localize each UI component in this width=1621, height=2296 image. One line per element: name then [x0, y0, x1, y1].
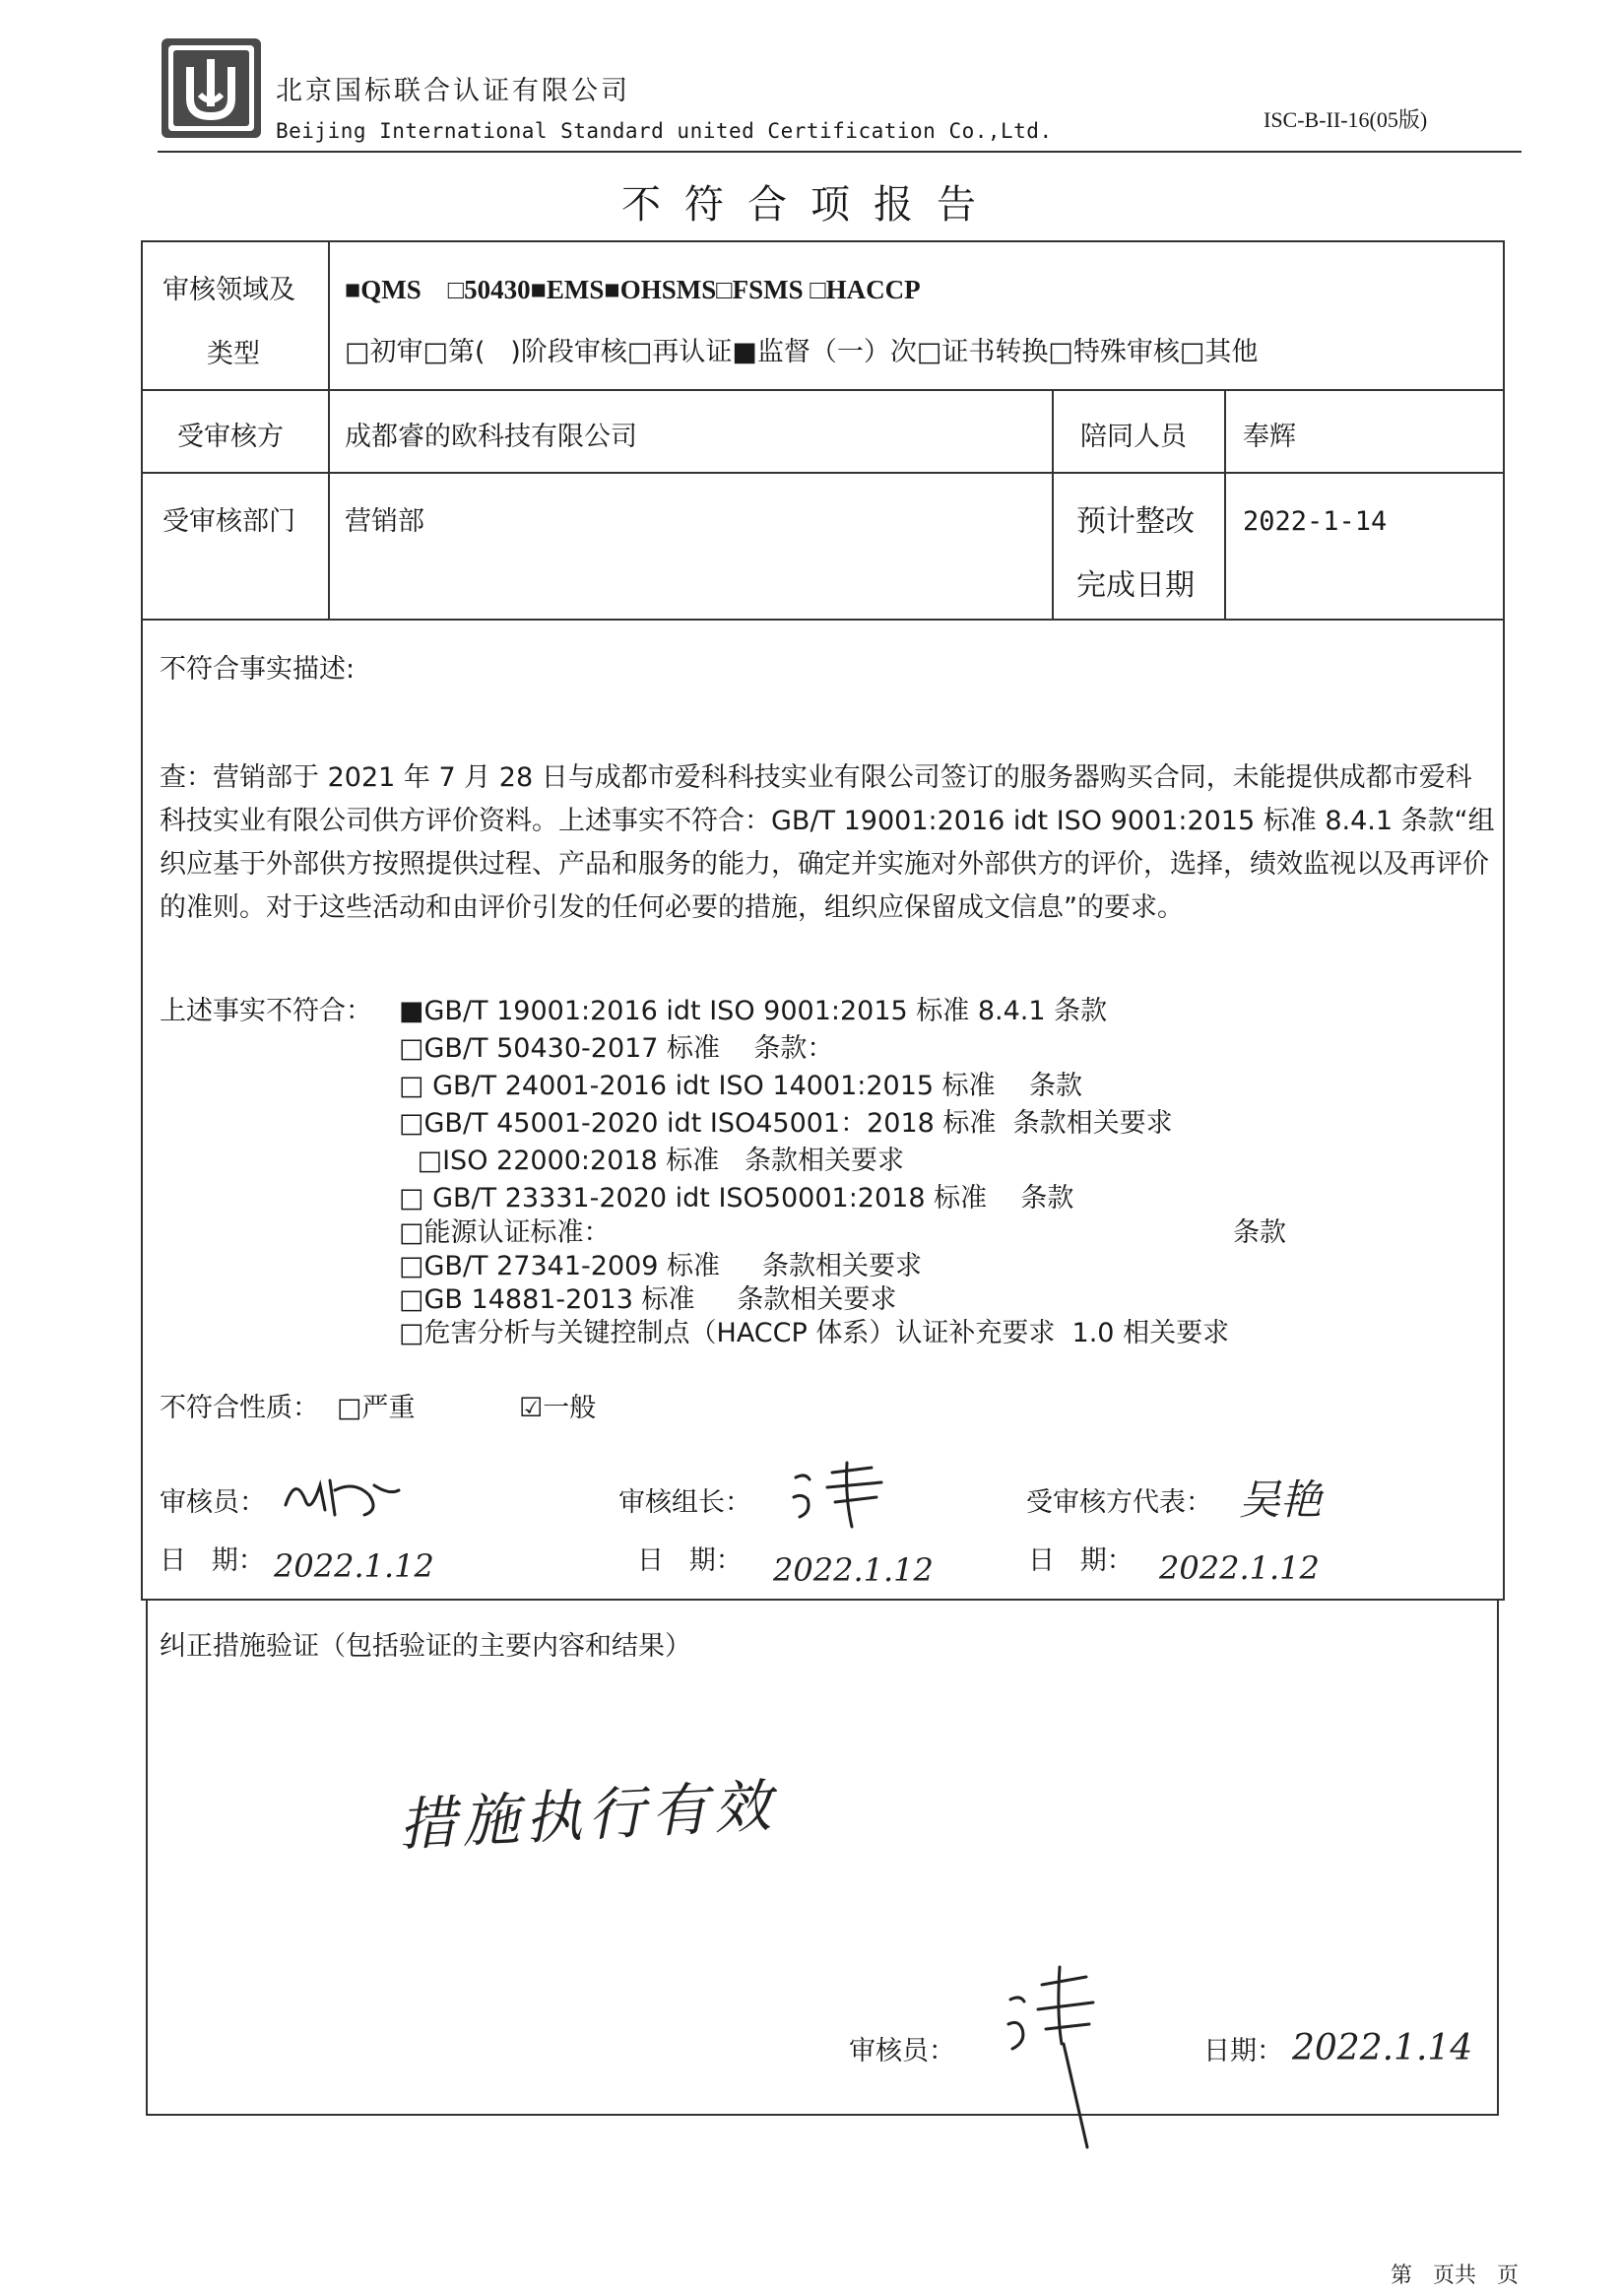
company-name-en: Beijing International Standard united Certification Co.,Ltd.	[276, 119, 1053, 143]
accompany-label: 陪同人员	[1080, 422, 1187, 452]
standards-label: 上述事实不符合：	[160, 996, 372, 1026]
due-date-label: 预计整改	[1076, 504, 1195, 539]
standard-item: □GB/T 45001-2020 idt ISO45001：2018 标准 条款相关要求	[399, 1108, 1173, 1139]
verification-date-label: 日期：	[1203, 2036, 1283, 2066]
rep-signature: 吴艳	[1239, 1476, 1323, 1524]
auditor-date: 2022.1.12	[274, 1547, 434, 1585]
standard-item: □危害分析与关键控制点（HACCP 体系）认证补充要求 1.0 相关要求	[399, 1318, 1230, 1348]
table-divider	[1224, 389, 1226, 621]
leader-date-label: 日 期：	[637, 1545, 743, 1576]
verification-date: 2022.1.14	[1292, 2028, 1473, 2068]
standard-item: □GB/T 50430-2017 标准 条款：	[399, 1033, 834, 1064]
verification-auditor-signature	[1003, 1955, 1111, 2166]
department-name: 营销部	[345, 506, 424, 537]
table-divider	[1052, 389, 1054, 621]
standard-item: □ GB/T 24001-2016 idt ISO 14001:2015 标准 条款	[399, 1071, 1082, 1101]
audit-scope-label-2: 类型	[207, 339, 260, 369]
page-number: 第 页共 页	[1391, 2263, 1519, 2288]
audit-types: □初审□第( )阶段审核□再认证■监督（一）次□证书转换□特殊审核□其他	[345, 337, 1259, 367]
auditee-label: 受审核方	[177, 422, 284, 452]
leader-sign-label: 审核组长：	[618, 1487, 751, 1518]
verification-note: 措施执行有效	[397, 1771, 779, 1860]
header-rule	[158, 151, 1522, 153]
standard-item: □ISO 22000:2018 标准 条款相关要求	[409, 1146, 905, 1176]
due-date-value: 2022-1-14	[1243, 506, 1388, 537]
auditor-signature	[281, 1466, 409, 1529]
auditor-date-label: 日 期：	[160, 1545, 265, 1576]
nonconformity-heading: 不符合事实描述:	[160, 654, 356, 685]
accompany-name: 奉辉	[1243, 422, 1296, 452]
rep-sign-label: 受审核方代表：	[1026, 1487, 1212, 1518]
page-title: 不符合项报告	[621, 182, 1000, 228]
due-date-label-2: 完成日期	[1076, 568, 1195, 603]
auditee-name: 成都睿的欧科技有限公司	[345, 422, 637, 452]
standard-item: ■GB/T 19001:2016 idt ISO 9001:2015 标准 8.4.1 条款	[399, 996, 1108, 1026]
department-label: 受审核部门	[162, 506, 295, 537]
company-logo	[161, 37, 262, 139]
standard-item: □GB 14881-2013 标准 条款相关要求	[399, 1284, 897, 1315]
auditor-sign-label: 审核员：	[160, 1487, 266, 1518]
document-code: ISC-B-II-16(05版)	[1264, 107, 1428, 132]
nature-label: 不符合性质：	[160, 1393, 319, 1423]
rep-date-label: 日 期：	[1028, 1545, 1134, 1576]
verification-auditor-label: 审核员：	[849, 2036, 955, 2066]
rep-date: 2022.1.12	[1159, 1549, 1320, 1587]
standard-item: □GB/T 27341-2009 标准 条款相关要求	[399, 1251, 922, 1281]
nonconformity-description: 查：营销部于 2021 年 7 月 28 日与成都市爱科科技实业有限公司签订的服务器购买合同，未能提供成都市爱科科技实业有限公司供方评价资料。上述事实不符合：GB/T 19001:2016 idt ISO 9001:2015 标准 8.4.1 条款“组织应基于外部供方按照提供过程、产品和服务的能力，确定并实施对外部供方的评价，选择，绩效监视以及再评价的准则。对于这些活动和由评价引发的任何必要的措施，组织应保留成文信息”的要求。	[160, 762, 1495, 923]
leader-signature	[788, 1458, 896, 1536]
table-divider	[141, 472, 1505, 474]
nature-serious: □严重	[337, 1393, 416, 1423]
leader-date: 2022.1.12	[773, 1551, 934, 1589]
nature-general: ☑一般	[519, 1393, 597, 1423]
audit-scope-label: 审核领域及	[162, 275, 295, 305]
table-divider	[328, 240, 330, 621]
verification-heading: 纠正措施验证（包括验证的主要内容和结果）	[160, 1631, 691, 1662]
management-systems: ■QMS □50430■EMS■OHSMS□FSMS □HACCP	[345, 275, 921, 304]
table-divider	[141, 389, 1505, 391]
company-name-cn: 北京国标联合认证有限公司	[276, 76, 630, 106]
standard-item: □ GB/T 23331-2020 idt ISO50001:2018 标准 条款	[399, 1183, 1074, 1214]
energy-clause: 条款	[1233, 1217, 1286, 1248]
standard-item: □能源认证标准：	[399, 1217, 611, 1248]
